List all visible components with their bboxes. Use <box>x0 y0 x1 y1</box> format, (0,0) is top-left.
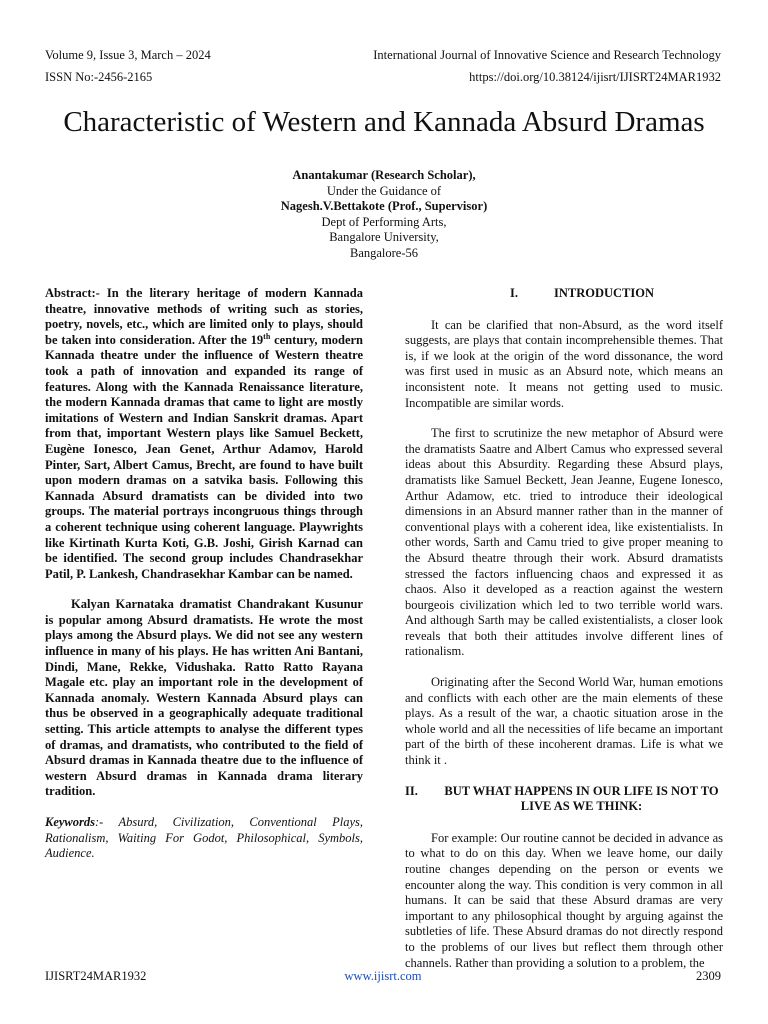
university: Bangalore University, <box>329 230 439 245</box>
keywords <box>45 815 363 862</box>
page-number: 2309 <box>696 969 721 983</box>
department: Dept of Performing Arts, <box>321 214 447 229</box>
page-footer <box>45 969 721 984</box>
city: Bangalore-56 <box>349 245 419 260</box>
abstract-paragraph-1 <box>45 286 363 582</box>
abstract-text-b: century, modern Kannada theatre under the influence of Western theatre took a path of innovation and expanded its range of features. Along with the Kannada Renaissance literature, the modern Kannada dramas that came to light are mostly imitations of Western and Indian Sanskrit dramas. Apart from that, important Western plays like Samuel Beckett, Eugène Ionesco, Jean Genet, Arthur Adamov, Harold Pinter, Sart, Albert Camus, Brecht, are found to have built upon modern dramas on a satvika basis. Following this Kannada Absurd dramatists can be divided into two groups. The material portrays incongruous things through a coherent technique using coherent language. Playwrights like Kirtinath Kurta Koti, G.B. Joshi, Girish Karnad can be identified. The second group includes Chandrasekhar Patil, P. Lankesh, Chandrasekhar Kambar can be named. <box>45 332 363 581</box>
journal-website-link[interactable]: www.ijisrt.com <box>344 969 422 983</box>
superscript-th: th <box>263 331 271 341</box>
section-title: BUT WHAT HAPPENS IN OUR LIFE IS NOT TO LIVE AS WE THINK: <box>444 783 719 814</box>
paper-title: Characteristic of Western and Kannada Absurd Dramas <box>63 106 705 138</box>
section2-paragraph-1: For example: Our routine cannot be decided in advance as to what to do on this day. When we leave home, our daily routine changes depending on the person or events we encounter along the way. This condition is very common in all humans. It can be said that these Absurd dramas are very important to any philosophical thought by arguing against the subtleties of life. These Absurd dramas do not directly respond to the problems of our lives but reflect them through other channels. Rather than providing a solution to a problem, the <box>405 830 723 970</box>
intro-paragraph-2: The first to scrutinize the new metaphor of Absurd were the dramatists Saatre and Albert Camus who expressed several ideas about this Absurdity. Regarding these Absurd plays, dramatists like Samuel Beckett, Jean Jeanne, Eugene Ionesco, Arthur Adamow, etc. tried to introduce their ideological dimensions in an Absurd manner rather than in the manner of conventional plays with a coherent idea, like existentialists. In other words, Sarth and Camu tried to give proper meaning to the Absurd theatre through their work. Absurd dramatists stressed the factors influencing chaos and expressed it as chaos. Also it developed as a reaction against the western bourgeois civilization which led to two terrible world wars. And although Sarth may be called existentialists, a closer look reveals that both their attitudes involve different lines of rationalism. <box>405 426 723 659</box>
journal-name: International Journal of Innovative Science and Research Technology <box>373 48 721 62</box>
section-number: I. <box>509 286 518 300</box>
intro-paragraph-1: It can be clarified that non-Absurd, as the word itself suggests, are plays that contain incomprehensible themes. That is, if we look at the origin of the word dissonance, the word was first used in music as an Absurd note, which means an inconsistent note. It means not getting used to music. Incompatible are similar words. <box>405 317 723 410</box>
supervisor-name: Nagesh.V.Bettakote (Prof., Supervisor) <box>280 199 488 214</box>
section-heading-1 <box>405 286 723 302</box>
keywords-label: Keywords <box>45 815 95 829</box>
intro-paragraph-3: Originating after the Second World War, human emotions and conflicts with each other are the main elements of these plays. As a result of the war, a chaotic situation arose in the whole world and all the necessities of life became an important part of the birth of these incoherent dramas. Life is what we think it . <box>405 675 723 768</box>
author-name: Anantakumar (Research Scholar), <box>292 168 476 182</box>
guidance-line: Under the Guidance of <box>326 183 442 198</box>
abstract-text-a: Abstract:- In the literary heritage of modern Kannada theatre, innovative methods of writing such as stories, poetry, novels, etc., which are limited only to plays, should be taken into consideration. After the 19 <box>45 286 363 347</box>
left-column <box>45 286 363 877</box>
right-column <box>405 286 723 986</box>
issn: ISSN No:-2456-2165 <box>45 70 153 84</box>
section-number: II. <box>405 783 418 798</box>
doi-link[interactable]: https://doi.org/10.38124/ijisrt/IJISRT24MAR1932 <box>469 70 721 84</box>
abstract-paragraph-2: Kalyan Karnataka dramatist Chandrakant Kusunur is popular among Absurd dramatists. He wrote the most plays among the Absurd plays. We did not see any western influence in many of his plays. He has written Ani Bantani, Dindi, Mane, Rekke, Vidushaka. Ratto Ratto Rayana Magale etc. play an important role in the development of Kannada anomaly. Western Kannada Absurd plays can thus be observed in a geographically adequate traditional setting. This article attempts to analyse the different types of dramas, and dramatists, who contributed to the field of Absurd dramas in Kannada theatre due to the influence of western Absurd dramas in Kannada drama literary tradition. <box>45 597 363 799</box>
article-id: IJISRT24MAR1932 <box>45 969 147 983</box>
author-block <box>0 168 768 262</box>
keywords-text: :- Absurd, Civilization, Conventional Plays, Rationalism, Waiting For Godot, Philosophical, Symbols, Audience. <box>45 815 363 861</box>
volume-info: Volume 9, Issue 3, March – 2024 <box>45 48 211 62</box>
section-heading-2 <box>405 784 723 815</box>
section-title: INTRODUCTION <box>553 286 654 300</box>
